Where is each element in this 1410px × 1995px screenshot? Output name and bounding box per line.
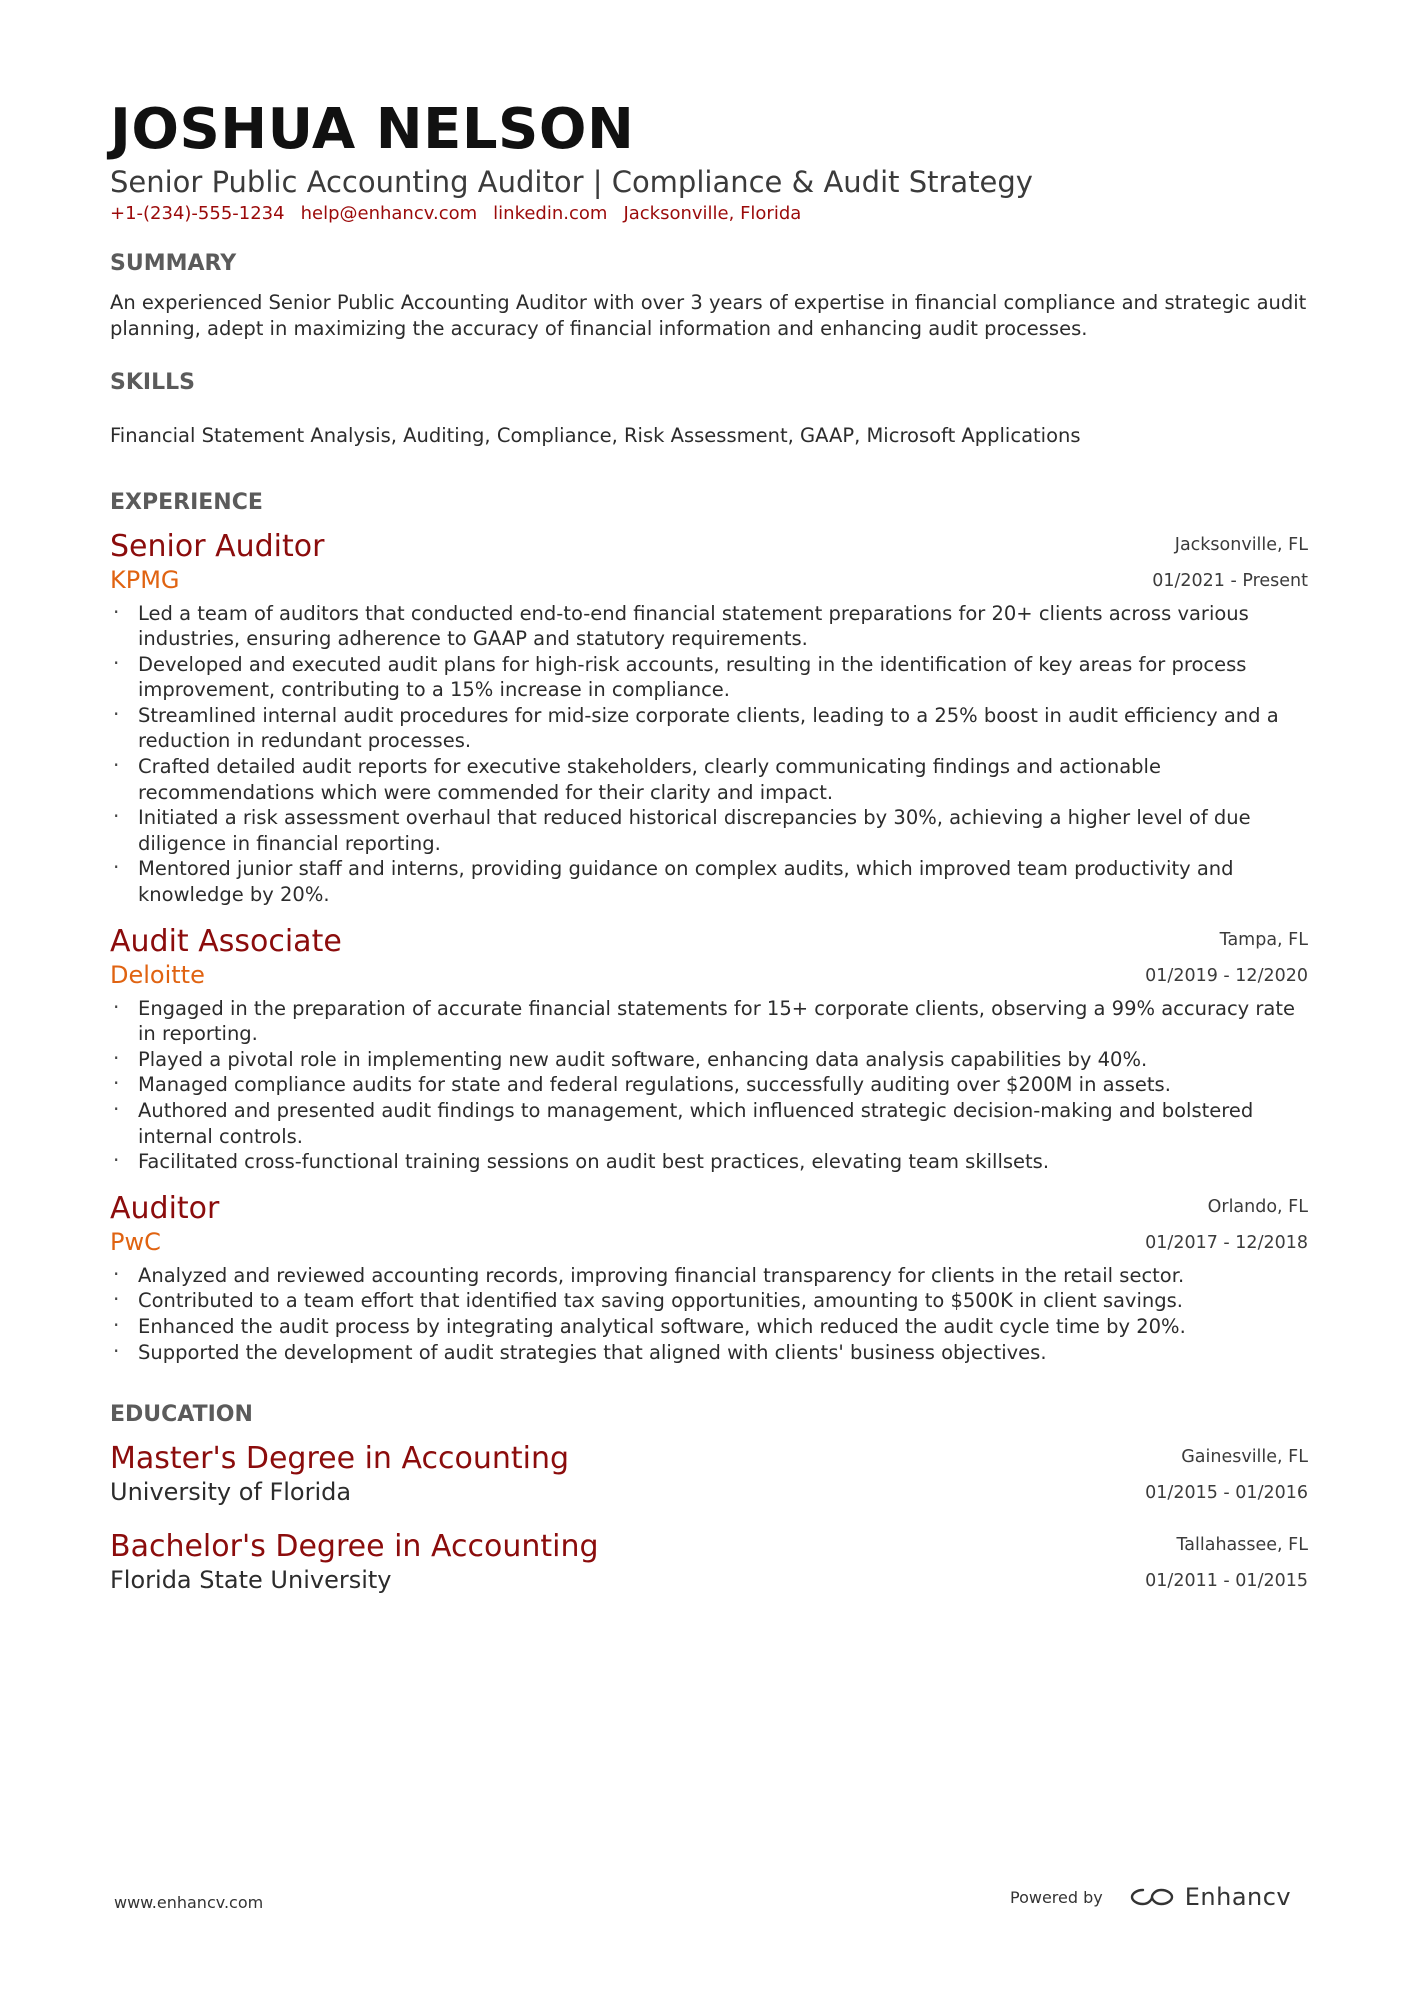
email-link[interactable]: help@enhancv.com (300, 203, 478, 224)
list-item: · Enhanced the audit process by integrating analytical software, which reduced the audit cycle time by 20%. (110, 1314, 1308, 1340)
company-name: Deloitte (110, 960, 205, 989)
job-bullets (110, 996, 1308, 1175)
job-entry (110, 1191, 1308, 1365)
job-dates: 01/2019 - 12/2020 (1145, 965, 1308, 986)
list-item: · Supported the development of audit strategies that aligned with clients' business objectives. (110, 1340, 1308, 1366)
education-dates: 01/2011 - 01/2015 (1145, 1571, 1308, 1592)
candidate-headline: Senior Public Accounting Auditor | Compliance & Audit Strategy (110, 165, 1033, 199)
job-entry (110, 529, 1308, 908)
location-text: Jacksonville, Florida (623, 203, 802, 224)
candidate-name: JOSHUA NELSON (110, 97, 635, 162)
contact-bar (110, 202, 1308, 226)
footer-branding (1010, 1883, 1291, 1911)
job-title: Audit Associate (110, 923, 342, 959)
list-item: · Facilitated cross-functional training sessions on audit best practices, elevating team skillsets. (110, 1149, 1308, 1175)
experience-title: EXPERIENCE (110, 489, 263, 515)
degree-title: Bachelor's Degree in Accounting (110, 1529, 599, 1565)
education-title: EDUCATION (110, 1402, 253, 1428)
skills-title: SKILLS (110, 370, 195, 395)
list-item: · Analyzed and reviewed accounting records, improving financial transparency for clients in the retail sector. (110, 1263, 1308, 1289)
footer-website[interactable]: www.enhancv.com (114, 1893, 264, 1912)
education-location: Tallahassee, FL (1176, 1535, 1308, 1556)
job-bullets (110, 601, 1308, 908)
brand-name: Enhancv (1184, 1883, 1292, 1911)
summary-title: SUMMARY (110, 251, 237, 276)
list-item: · Contributed to a team effort that identified tax saving opportunities, amounting to $500K in client savings. (110, 1288, 1308, 1314)
job-location: Tampa, FL (1219, 929, 1308, 950)
education-entry (110, 1529, 1308, 1595)
list-item: · Streamlined internal audit procedures for mid-size corporate clients, leading to a 25% boost in audit efficiency and a reduction in redundant processes. (110, 703, 1308, 754)
list-item: · Authored and presented audit findings to management, which influenced strategic decision-making and bolstered internal controls. (110, 1098, 1308, 1149)
education-entry (110, 1441, 1308, 1507)
education-location: Gainesville, FL (1181, 1447, 1308, 1468)
enhancv-logo-icon (1129, 1885, 1175, 1909)
job-bullets (110, 1263, 1308, 1365)
job-dates: 01/2017 - 12/2018 (1145, 1232, 1308, 1253)
job-location: Jacksonville, FL (1174, 534, 1308, 555)
list-item: · Mentored junior staff and interns, providing guidance on complex audits, which improved team productivity and knowledge by 20%. (110, 856, 1308, 907)
list-item: · Led a team of auditors that conducted end-to-end financial statement preparations for 20+ clients across various industries, ensuring adherence to GAAP and statutory requirements. (110, 601, 1308, 652)
phone-link[interactable]: +1-(234)-555-1234 (110, 203, 285, 224)
list-item: · Played a pivotal role in implementing new audit software, enhancing data analysis capabilities by 40%. (110, 1047, 1308, 1073)
list-item: · Developed and executed audit plans for high-risk accounts, resulting in the identification of key areas for process improvement, contributing to a 15% increase in compliance. (110, 652, 1308, 703)
list-item: · Initiated a risk assessment overhaul that reduced historical discrepancies by 30%, achieving a higher level of due diligence in financial reporting. (110, 805, 1308, 856)
summary-text: An experienced Senior Public Accounting Auditor with over 3 years of expertise in financial compliance and strategic audit planning, adept in maximizing the accuracy of financial information and enhancing audit processes. (110, 291, 1307, 340)
school-name: University of Florida (110, 1478, 352, 1507)
degree-title: Master's Degree in Accounting (110, 1441, 569, 1477)
list-item: · Crafted detailed audit reports for executive stakeholders, clearly communicating findings and actionable recommendations which were commended for their clarity and impact. (110, 754, 1308, 805)
job-location: Orlando, FL (1207, 1196, 1308, 1217)
job-dates: 01/2021 - Present (1152, 570, 1308, 591)
powered-by-text: Powered by (1010, 1887, 1103, 1907)
company-name: PwC (110, 1227, 161, 1256)
school-name: Florida State University (110, 1566, 392, 1595)
job-entry (110, 924, 1308, 1175)
list-item: · Engaged in the preparation of accurate financial statements for 15+ corporate clients, observing a 99% accuracy rate in reporting. (110, 996, 1308, 1047)
list-item: · Managed compliance audits for state and federal regulations, successfully auditing over $200M in assets. (110, 1072, 1308, 1098)
experience-section (110, 489, 1308, 1366)
resume-page (110, 98, 1308, 1595)
job-title: Senior Auditor (110, 528, 325, 564)
job-title: Auditor (110, 1190, 220, 1226)
company-name: KPMG (110, 565, 180, 594)
linkedin-link[interactable]: linkedin.com (493, 203, 608, 224)
skills-text: Financial Statement Analysis, Auditing, Compliance, Risk Assessment, GAAP, Microsoft Applications (110, 424, 1081, 447)
education-dates: 01/2015 - 01/2016 (1145, 1483, 1308, 1504)
skills-section (110, 369, 1308, 449)
summary-section (110, 250, 1308, 341)
education-section (110, 1401, 1308, 1595)
